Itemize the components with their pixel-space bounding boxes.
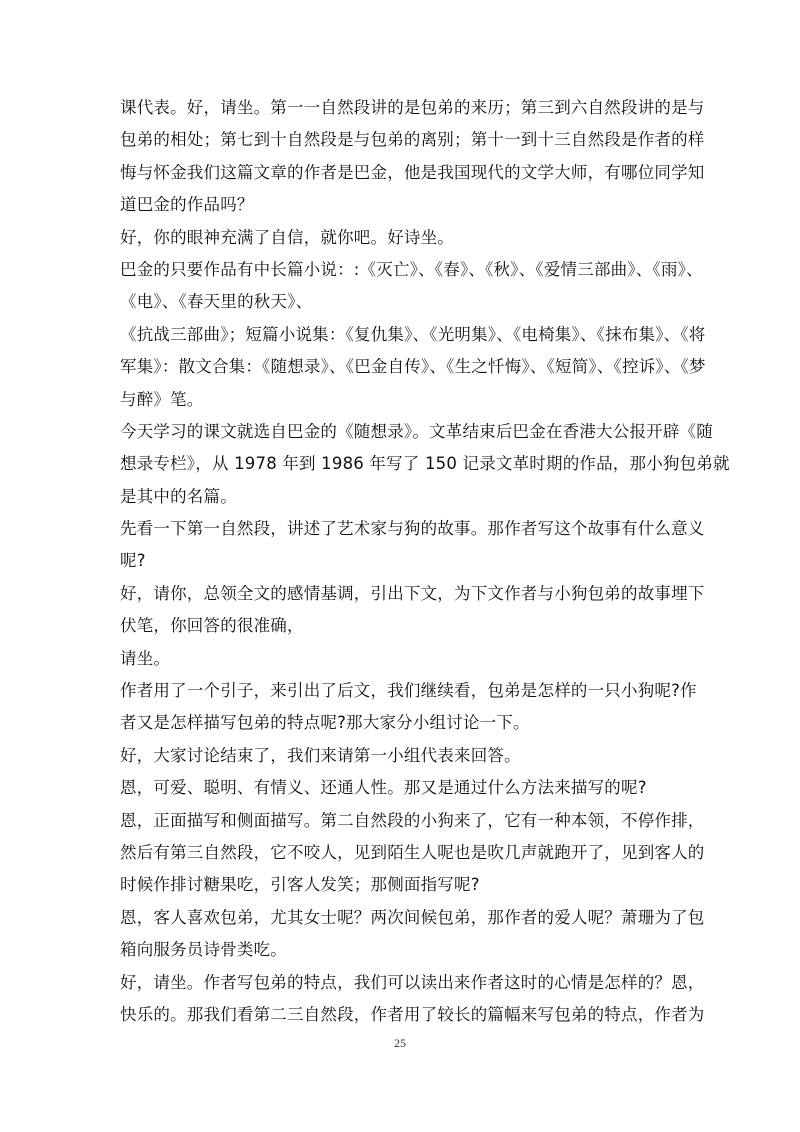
text-line: 好，请你，总领全文的感情基调，引出下文，为下文作者与小狗包弟的故事埋下 — [120, 583, 705, 603]
text-line: 箱向服务员诗骨类吃。 — [120, 940, 287, 960]
text-line: 好，你的眼神充满了自信，就你吧。好诗坐。 — [120, 227, 454, 247]
text-line: 作者用了一个引子，来引出了后文，我们继续看，包弟是怎样的一只小狗呢?作 — [120, 681, 697, 701]
text-line: 恩，正面描写和侧面描写。第二自然段的小狗来了，它有一种本领，不停作排， — [120, 810, 705, 830]
text-line: 包弟的相处；第七到十自然段是与包弟的离别；第十一到十三自然段是作者的样 — [120, 130, 705, 150]
text-line: 好，大家讨论结束了，我们来请第一小组代表来回答。 — [120, 745, 521, 765]
text-line: 想录专栏》，从 1978 年到 1986 年写了 150 记录文革时期的作品，那小狗包弟就 — [120, 454, 730, 474]
text-line: 好，请坐。作者写包弟的特点，我们可以读出来作者这时的心情是怎样的？恩， — [120, 972, 705, 992]
body-text — [120, 92, 730, 1031]
text-line: 伏笔，你回答的很准确， — [120, 616, 304, 636]
text-line: 《电》、《春天里的秋天》、 — [120, 292, 313, 312]
text-line: 恩，可爱、聪明、有情义、还通人性。那又是通过什么方法来描写的呢? — [120, 778, 647, 798]
text-line: 呢? — [120, 551, 146, 571]
text-line: 先看一下第一自然段，讲述了艺术家与狗的故事。那作者写这个故事有什么意义 — [120, 519, 705, 539]
text-line: 是其中的名篇。 — [120, 486, 237, 506]
page-number: 25 — [394, 1036, 406, 1050]
text-line: 与醉》笔。 — [120, 389, 204, 409]
text-line: 军集》：散文合集：《随想录》、《巴金自传》、《生之忏悔》、《短简》、《控诉》、《梦 — [120, 357, 706, 377]
text-line: 《抗战三部曲》；短篇小说集：《复仇集》、《光明集》、《电椅集》、《抹布集》、《将 — [120, 324, 706, 344]
text-line: 时候作排讨糖果吃，引客人发笑；那侧面指写呢? — [120, 875, 480, 895]
text-line: 快乐的。那我们看第二三自然段，作者用了较长的篇幅来写包弟的特点，作者为 — [120, 1004, 705, 1024]
text-line: 道巴金的作品吗？ — [120, 195, 254, 215]
text-line: 然后有第三自然段，它不咬人，见到陌生人呢也是吹几声就跑开了，见到客人的 — [120, 842, 705, 862]
text-line: 课代表。好，请坐。第一一自然段讲的是包弟的来历；第三到六自然段讲的是与 — [120, 98, 705, 117]
text-line: 悔与怀金我们这篇文章的作者是巴金，他是我国现代的文学大师，有哪位同学知 — [120, 162, 705, 182]
text-line: 今天学习的课文就选自巴金的《随想录》。文革结束后巴金在香港大公报开辟《随 — [120, 421, 713, 441]
text-line: 请坐。 — [120, 648, 171, 668]
text-line: 者又是怎样描写包弟的特点呢?那大家分小组讨论一下。 — [120, 713, 530, 733]
text-line: 恩，客人喜欢包弟，尤其女士呢？两次间候包弟，那作者的爱人呢？萧珊为了包 — [120, 907, 705, 927]
text-line: 巴金的只要作品有中长篇小说：:《灭亡》、《春》、《秋》、《爱情三部曲》、《雨》、 — [120, 259, 703, 279]
